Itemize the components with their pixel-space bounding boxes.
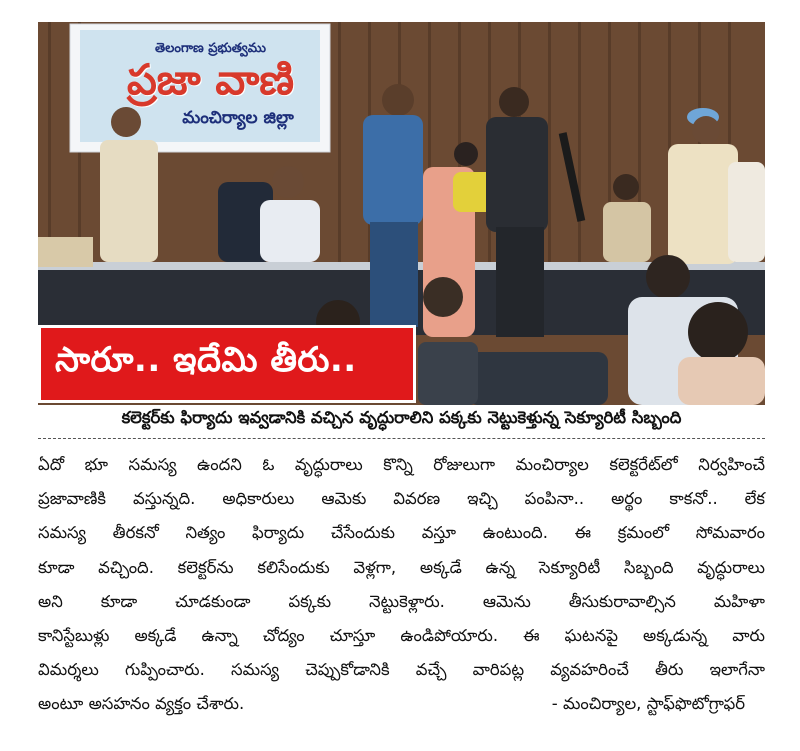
- body-line: కూడా వచ్చింది. కలెక్టర్‌ను కలిసేందుకు వెళ్లగా, అక్కడే ఉన్న సెక్యూరిటీ సిబ్బంది వృద్ధురాలు: [38, 557, 765, 577]
- article-body: [38, 448, 765, 722]
- headline: సారూ.. ఇదేమి తీరు..: [55, 340, 357, 380]
- body-line: అని కూడా చూడకుండా పక్కకు నెట్టుకెళ్లారు. ఆమెను తీసుకురావాల్సిన మహిళా: [38, 591, 765, 611]
- body-line: ప్రజావాణికి వస్తున్నది. అధికారులు ఆమెకు వివరణ ఇచ్చి పంపినా.. అర్థం కాకనో.. లేక: [38, 489, 765, 509]
- body-line: సమస్య తీరకనో నిత్యం ఫిర్యాదు చేసేందుకు వస్తూ ఉంటుంది. ఈ క్రమంలో సోమవారం: [38, 523, 765, 543]
- banner-header: తెలంగాణ ప్రభుత్వము: [155, 41, 266, 56]
- headline-box: [38, 325, 416, 403]
- body-line: కానిస్టేబుళ్లు అక్కడే ఉన్నా చోద్యం చూస్తూ ఉండిపోయారు. ఈ ఘటనపై అక్కడున్న వారు: [38, 625, 765, 645]
- photo-caption: కలెక్టర్‌కు ఫిర్యాదు ఇవ్వడానికి వచ్చిన వృద్ధురాలిని పక్కకు నెట్టుకెళ్తున్న సెక్యూరిటీ సిబ్బంది: [121, 408, 682, 427]
- body-line: ఏదో భూ సమస్య ఉందని ఓ వృద్ధురాలు కొన్ని రోజులుగా మంచిర్యాల కలెక్టరేట్‌లో నిర్వహించే: [38, 455, 765, 474]
- photo-credit: - మంచిర్యాల, స్టాఫ్‌ఫొటోగ్రాఫర్: [551, 694, 745, 714]
- banner-subtitle: మంచిర్యాల జిల్లా: [182, 108, 294, 128]
- news-photo: [38, 22, 765, 405]
- banner-title: ప్రజా వాణి: [126, 55, 295, 104]
- body-line: విమర్శలు గుప్పించారు. సమస్య చెప్పుకోడానికి వచ్చే వారిపట్ల వ్యవహరించే తీరు ఇలాగేనా: [38, 660, 765, 680]
- body-last-line: [38, 687, 765, 721]
- body-line-end: అంటూ అసహనం వ్యక్తం చేశారు.: [38, 694, 245, 714]
- dashed-divider: [38, 438, 765, 439]
